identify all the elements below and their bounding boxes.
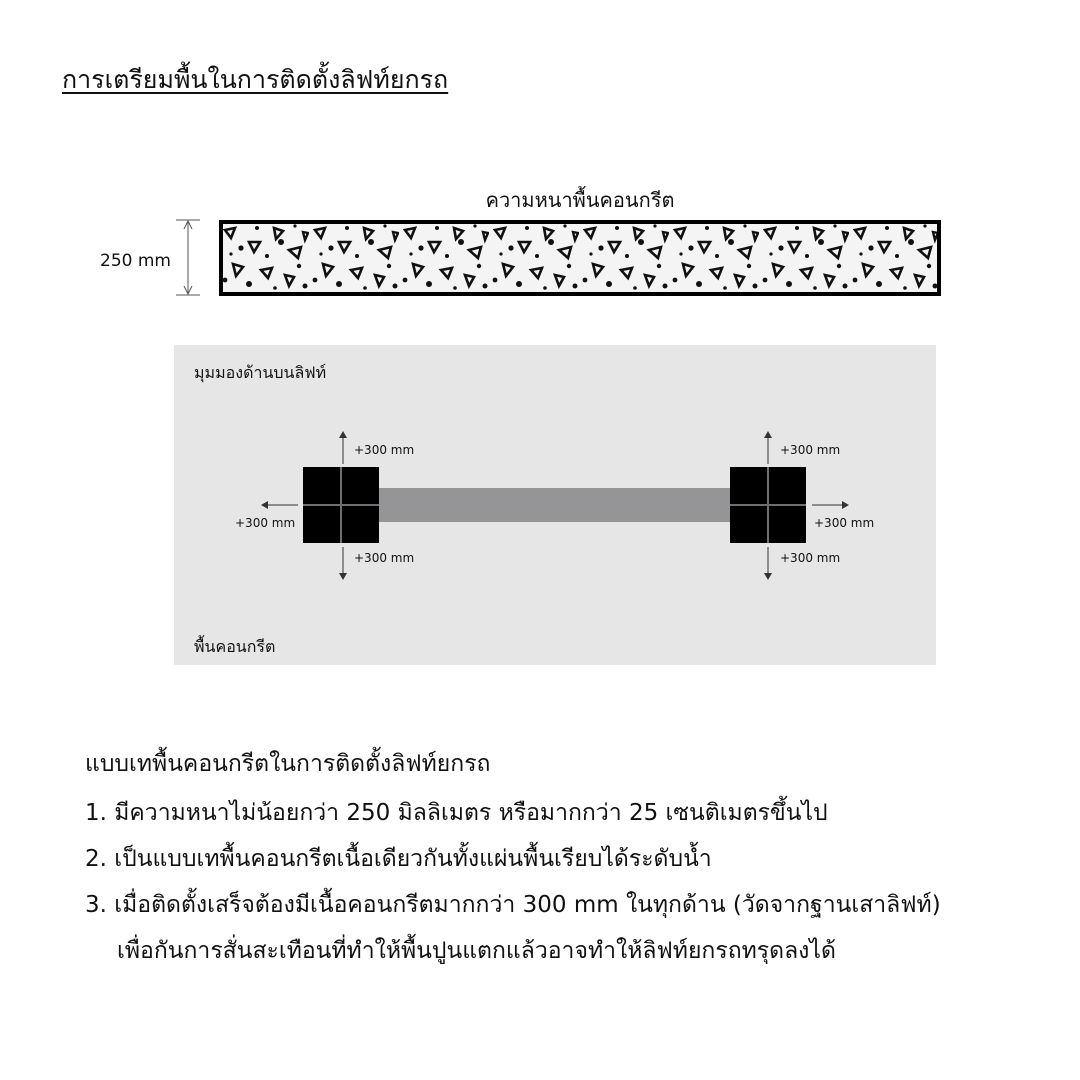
page-title: การเตรียมพื้นในการติดตั้งลิฟท์ยกรถ xyxy=(62,65,449,94)
right-side-clearance: +300 mm xyxy=(814,516,875,530)
spec-item-3: 3. เมื่อติดตั้งเสร็จต้องมีเนื้อคอนกรีตมากกว่า 300 mm ในทุกด้าน (วัดจากฐานเสาลิฟท์) xyxy=(85,892,941,918)
left-side-arrow-icon xyxy=(260,500,298,510)
right-down-arrow-icon xyxy=(763,547,773,581)
left-up-arrow-icon xyxy=(338,430,348,464)
spec-list xyxy=(85,790,1065,974)
left-bottom-clearance: +300 mm xyxy=(354,551,415,565)
thickness-dimension-arrow xyxy=(176,219,200,297)
right-top-clearance: +300 mm xyxy=(780,443,841,457)
left-top-clearance: +300 mm xyxy=(354,443,415,457)
left-side-clearance: +300 mm xyxy=(235,516,296,530)
slab-thickness-caption: ความหนาพื้นคอนกรีต xyxy=(485,188,675,212)
top-view-label: มุมมองด้านบนลิฟท์ xyxy=(194,363,327,382)
right-up-arrow-icon xyxy=(763,430,773,464)
lift-top-view-panel xyxy=(174,345,936,665)
spec-heading: แบบเทพื้นคอนกรีตในการติดตั้งลิฟท์ยกรถ xyxy=(85,751,491,777)
left-lift-post-base xyxy=(303,467,379,543)
spec-item-3-continued: เพื่อกันการสั่นสะเทือนที่ทำให้พื้นปูนแตกแล้วอาจทำให้ลิฟท์ยกรถทรุดลงได้ xyxy=(117,938,836,964)
right-side-arrow-icon xyxy=(812,500,850,510)
left-down-arrow-icon xyxy=(338,547,348,581)
spec-item-1: 1. มีความหนาไม่น้อยกว่า 250 มิลลิเมตร หรือมากกว่า 25 เซนติเมตรขึ้นไป xyxy=(85,800,828,826)
right-bottom-clearance: +300 mm xyxy=(780,551,841,565)
lift-crossbeam xyxy=(378,488,734,522)
spec-item-2: 2. เป็นแบบเทพื้นคอนกรีตเนื้อเดียวกันทั้งแผ่นพื้นเรียบได้ระดับน้ำ xyxy=(85,846,712,872)
thickness-value-label: 250 mm xyxy=(100,251,171,271)
concrete-slab-cross-section xyxy=(219,220,941,296)
concrete-floor-label: พื้นคอนกรีต xyxy=(194,637,276,656)
right-lift-post-base xyxy=(730,467,806,543)
